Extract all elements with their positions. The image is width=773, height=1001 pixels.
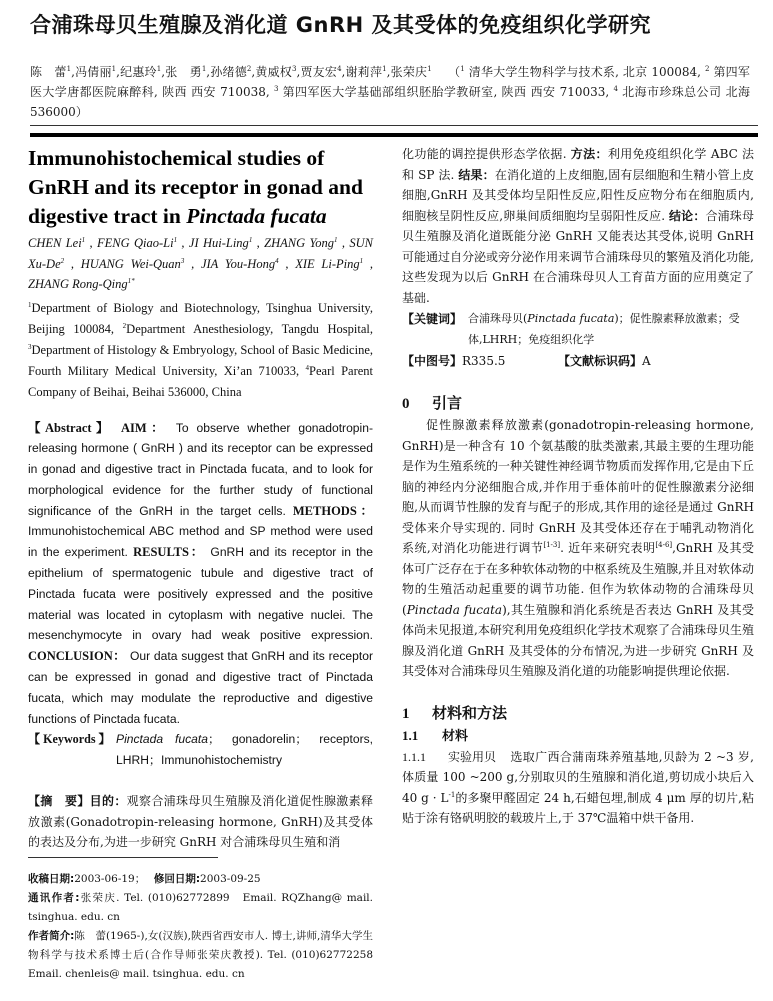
abstract-cn-label: 【摘 要】: [28, 794, 90, 809]
keywords-chinese: 【关键词】 合浦珠母贝(Pinctada fucata)；促性腺素释放激素；受体,LHRH；免疫组织化学: [402, 309, 754, 350]
affil-mark: 4: [613, 85, 618, 93]
affiliation-list-english: [28, 298, 373, 403]
author-affil-mark: 1: [248, 235, 253, 244]
author-affil-mark: 2: [246, 65, 252, 73]
affil-mark: 1: [460, 65, 465, 73]
affiliation-cn: 第四军医大学唐都医院麻醉科, 陕西 西安 710038: [30, 65, 750, 99]
materials-paragraph: 1.1.1 实验用贝 选取广西合蒲南珠养殖基地,贝龄为 2 ~3 岁,体质量 100 ~200 g,分别取贝的生殖腺和消化道,剪切成小块后入 40 $g \cdot L^{-1}$的多聚甲醛固定 24 h,石蜡包埋,制成 4 μm 厚的切片,粘贴于涂有铬矾明胶的载玻片上,于 37℃温箱中烘干备用.: [402, 747, 754, 829]
author-name-cn: 纪惠玲: [119, 65, 157, 79]
author-name-en: JI Hui-Ling: [188, 236, 249, 250]
methods-cn-text: 利用免疫组织化学 ABC 法和 SP 法.: [402, 147, 754, 182]
author-list-english: CHEN Lei$^1$ , FENG Qiao-Li$^1$ , JI Hui-Ling$^1$ , ZHANG Yong$^1$ , SUN Xu-De$^2$ , HUANG Wei-Quan$^3$ , JIA You-Hong$^4$ , XIE Li-Ping$^1$ , ZHANG Rong-Qing$^{1*}$: [28, 235, 373, 291]
abstract-chinese-part2: [402, 144, 754, 308]
corresponding-author-info: 张荣庆. Tel. (010)62772899 Email. RQZhang@ mail. tsinghua. edu. cn: [28, 891, 373, 923]
subsubsection-heading: 实验用贝: [448, 749, 497, 764]
affil-mark: 1: [28, 300, 32, 309]
abstract-chinese-part1: [28, 791, 373, 853]
clc-value: R335.5: [462, 354, 506, 368]
author-list-chinese: 陈 蕾$^1$,冯倩丽$^1$,纪惠玲$^1$,张 勇$^1$,孙绪德$^2$,黄威权$^3$,贾友宏$^4$,谢莉萍$^1$,张荣庆$^1$: [30, 65, 432, 79]
affil-mark: 2: [704, 65, 710, 73]
section-heading-methods: 1 材料和方法: [402, 703, 508, 722]
author-name-cn: 陈 蕾: [30, 65, 67, 79]
affiliation-en: Pearl Parent Company of Beihai, Beihai 536000, China: [28, 363, 373, 399]
affil-mark: 3: [28, 342, 32, 351]
authors-and-affiliations-chinese: [30, 62, 750, 122]
citation-1-3[interactable]: [1-3]: [543, 541, 561, 549]
author-affil-mark: 1: [156, 65, 162, 73]
species-name: Pinctada fucata: [186, 204, 327, 228]
author-name-cn: 张荣庆: [390, 65, 428, 79]
author-bio-text: 陈 蕾(1965-),女(汉族),陕西省西安市人. 博士,讲师,清华大学生物科学与技术系博士后(合作导师张荣庆教授). Tel. (010)62772258 Email. chenleis@ mail. tsinghua. edu. cn: [28, 929, 384, 980]
abstract-english: [28, 418, 373, 730]
header-rule-thick: [30, 133, 758, 137]
aim-cn-text-part1: 观察合浦珠母贝生殖腺及消化道促性腺激素释放激素(Gonadotropin-releasing hormone, GnRH)及其受体的表达及分布,为进一步研究 GnRH 对合浦珠母贝生殖和消: [28, 794, 373, 850]
methods-cn-label: 方法：: [570, 147, 608, 161]
author-affil-mark: 3: [180, 256, 185, 265]
author-affil-mark: 1: [201, 65, 207, 73]
author-affil-mark: 1: [334, 235, 338, 244]
keyword-species: Pinctada fucata: [116, 732, 208, 747]
author-affil-mark: 1: [427, 65, 432, 73]
affiliation-en: Department Anesthesiology, Tangdu Hospital,: [126, 321, 373, 336]
author-affil-mark: 1: [173, 235, 178, 244]
subsection-heading-materials: 1.1 材料: [402, 727, 469, 744]
affil-mark: 4: [305, 363, 310, 372]
author-name-en: ZHANG Yong: [264, 236, 335, 250]
affiliation-en: Department of Histology & Embryology, School of Basic Medicine, Fourth Military Medical University, Xi’an 710033,: [28, 342, 373, 378]
section-heading-intro: 0 引言: [402, 394, 463, 412]
author-affil-mark: 1: [359, 256, 364, 265]
keywords-label: 【 Keywords 】: [28, 732, 111, 747]
author-name-en: CHEN Lei: [28, 236, 82, 250]
author-affil-mark: 3: [291, 65, 297, 73]
keywords-text: ； gonadorelin； receptors, LHRH；Immunohistochemistry: [116, 732, 373, 768]
abstract-label: 【Abstract】: [28, 420, 114, 435]
intro-paragraph: 促性腺激素释放激素(gonadotropin-releasing hormone, GnRH)是一种含有 10 个氨基酸的肽类激素,其最主要的生理功能是作为生殖系统的一种关键性神经调节物质而发挥作用,它是由下丘脑的神经内分泌细胞合成,并作用于垂体前叶的促性腺激素分泌细胞,从而调节性腺的发育与配子的形成,其作用的途径是通过 GnRH 受体来介导实现的. 同时 GnRH 及其受体还存在于哺乳动物消化系统,对消化功能进行调节[1-3]. 近年来研究表明[4-6],GnRH 及其受体可广泛存在于在多种软体动物的中枢系统及生殖腺,并且对软体动物的生殖活动起重要的调节功能. 但作为软体动物的合浦珠母贝(Pinctada fucata),其生殖腺和消化系统是否表达 GnRH 及其受体尚未见报道,本研究利用免疫组织化学技术观察了合浦珠母贝生殖腺及消化道 GnRH 及其受体的分布情况,为进一步研究 GnRH 及其受体对合浦珠母贝生殖腺及消化道的功能影响提供理论依据.: [402, 418, 754, 678]
classification-row: [402, 350, 754, 372]
author-name-en: SUN Xu-De: [28, 236, 373, 271]
affiliation-cn: 清华大学生物科学与技术系, 北京 100084: [464, 65, 698, 79]
results-cn-label: 结果：: [458, 167, 495, 182]
received-date: 2003-06-19；: [74, 872, 140, 885]
revised-date: 2003-09-25: [200, 872, 261, 885]
paper-title-english: Immunohistochemical studies of GnRH and its receptor in gonad and digestive tract in Pinctada fucata: [28, 146, 363, 228]
aim-cn-label: 目的：: [89, 794, 127, 809]
results-text: GnRH and its receptor in the epithelium of spermatogenic tubule and digestive tract of Pinctada fucata were positively expressed and the positive material was located in cytoplasm with negative nuclei. The mesenchymocyte in ovary had weak positive expression.: [28, 545, 373, 643]
conclusion-cn-text: 合浦珠母贝生殖腺及消化道既能分泌 GnRH 又能表达其受体,说明 GnRH 可能通过自分泌或旁分泌作用来调节合浦珠母贝的繁殖及消化功能,这些发现为以后 GnRH 在合浦珠母贝人工育苗方面的应用奠定了基础.: [402, 208, 754, 305]
paper-title-chinese: 合浦珠母贝生殖腺及消化道 GnRH 及其受体的免疫组织化学研究: [30, 13, 652, 37]
doc-code-value: A: [642, 354, 651, 368]
author-affil-mark: 1: [111, 65, 117, 73]
author-affil-mark: 2: [60, 256, 65, 265]
citation-4-6[interactable]: [4-6]: [655, 541, 673, 549]
author-affil-mark: 1: [81, 235, 86, 244]
author-name-en: ZHANG Rong-Qing: [28, 277, 128, 291]
author-name-en: HUANG Wei-Quan: [80, 256, 181, 271]
author-name-cn: 张 勇: [165, 65, 202, 79]
affiliation-cn: 北海市珍珠总公司 北海 536000: [30, 85, 750, 119]
conclusion-cn-label: 结论：: [669, 208, 706, 223]
author-name-cn: 贾友宏: [300, 65, 338, 79]
keyword-cn-species: Pinctada fucata: [527, 312, 615, 325]
author-affil-mark: 4: [337, 65, 342, 73]
aim-text: To observe whether gonadotropin-releasing hormone ( GnRH ) and its receptor can be expressed in gonad and digestive tract in Pinctada fucata, and to look for morphological evidence for the further study of functional significance of the GnRH in the target cells.: [28, 420, 373, 518]
author-name-cn: 孙绪德: [210, 65, 247, 79]
clc-label: 【中图号】: [402, 354, 463, 368]
methods-text: Immunohistochemical ABC method and SP method were used in the experiment.: [28, 524, 373, 560]
corresponding-author-footnote: 通讯作者:张荣庆. Tel. (010)62772899 Email. RQZhang@ mail. tsinghua. edu. cn: [28, 891, 373, 923]
author-name-en: XIE Li-Ping: [295, 256, 360, 271]
header-rule-thin: [30, 125, 758, 126]
methods-label: METHODS：: [292, 503, 373, 518]
right-column: [402, 144, 754, 829]
affiliation-en: Department of Biology and Biotechnology, Tsinghua University, Beijing 100084,: [28, 300, 373, 336]
left-column: [28, 144, 384, 984]
conclusion-label: CONCLUSION：: [28, 649, 127, 664]
aim-label: AIM：: [120, 420, 169, 435]
author-affil-mark: 1: [66, 65, 72, 73]
affil-mark: 2: [122, 321, 127, 330]
conclusion-text: Our data suggest that GnRH and its receptor can be expressed in gonad and digestive tract of Pinctada fucata, which may modulate the reproductive and digestive functions of Pinctada fucata.: [28, 649, 373, 726]
affiliation-cn: 第四军医大学基础部组织胚胎学教研室, 陕西 西安 710033: [278, 85, 606, 99]
footnotes: [28, 870, 384, 984]
affil-mark: 3: [273, 85, 279, 93]
results-label: RESULTS：: [133, 545, 206, 560]
keywords-cn-label: 【关键词】: [402, 312, 463, 326]
author-name-en: JIA You-Hong: [200, 256, 276, 271]
footnote-rule: [28, 857, 218, 858]
author-affil-mark: 1*: [127, 276, 135, 285]
affiliation-list-chinese: （$^1$ 清华大学生物科学与技术系, 北京 100084, $^2$ 第四军医大学唐都医院麻醉科, 陕西 西安 710038, $^3$ 第四军医大学基础部组织胚胎学教研室, 陕西 西安 710033, $^4$ 北海市珍珠总公司 北海 536000）: [30, 65, 750, 119]
keywords-english: [28, 729, 373, 771]
author-affil-mark: 4: [275, 256, 279, 265]
author-name-en: FENG Qiao-Li: [97, 236, 174, 250]
author-name-cn: 谢莉萍: [345, 65, 383, 79]
author-bio-footnote: 作者简介:陈 蕾(1965-),女(汉族),陕西省西安市人. 博士,讲师,清华大学生物科学与技术系博士后(合作导师张荣庆教授). Tel. (010)62772258 Email. chenleis@ mail. tsinghua. edu. cn: [28, 929, 384, 980]
author-affil-mark: 1: [382, 65, 387, 73]
author-name-cn: 黄威权: [255, 65, 292, 79]
aim-cn-text-part2: 化功能的调控提供形态学依据.: [402, 147, 567, 161]
results-cn-text: 在消化道的上皮细胞,固有层细胞和生精小管上皮细胞,GnRH 及其受体均呈阳性反应,阳性反应物分布在细胞质内,细胞核呈阴性反应,卵巢间质细胞均呈弱阳性反应.: [402, 167, 754, 223]
doc-code-label: 【文献标识码】: [558, 354, 643, 368]
author-name-cn: 冯倩丽: [74, 65, 112, 79]
dates-footnote: 收稿日期:2003-06-19； 修回日期:2003-09-25: [28, 872, 261, 885]
